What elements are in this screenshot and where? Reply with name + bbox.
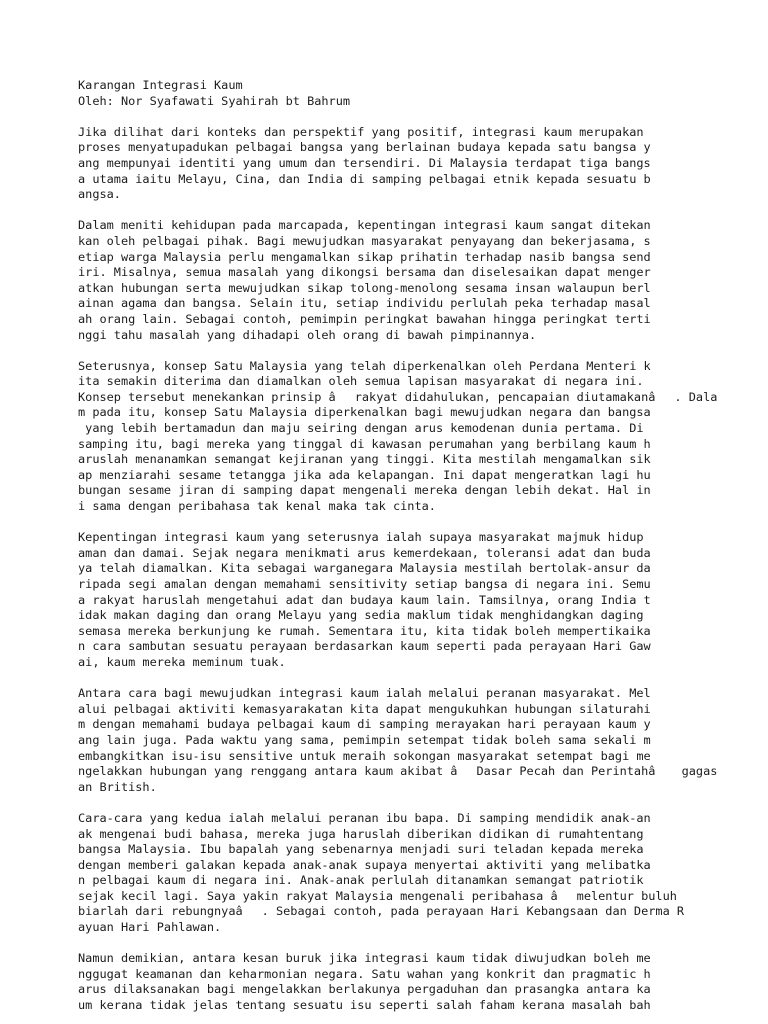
paragraph-line: ngelakkan hubungan yang renggang antara kaum akibat âDasar Pecah dan Perintahâ gagas	[78, 764, 718, 779]
document-author: Oleh: Nor Syafawati Syahirah bt Bahrum	[78, 93, 351, 108]
paragraph-line: ak mengenai budi bahasa, mereka juga haruslah diberikan didikan di rumahtentang	[78, 826, 644, 841]
paragraph-line: angsa.	[78, 187, 121, 202]
paragraph-line: ainan agama dan bangsa. Selain itu, setiap individu perlulah peka terhadap masal	[78, 296, 651, 311]
paragraph-line: ang lain juga. Pada waktu yang sama, pemimpin setempat tidak boleh sama sekali m	[78, 732, 651, 747]
document-header	[78, 78, 768, 109]
paragraph-line: ya telah diamalkan. Kita sebagai warganegara Malaysia mestilah bertolak-ansur da	[78, 561, 651, 576]
paragraph-line: bangsa Malaysia. Ibu bapalah yang sebenarnya menjadi suri teladan kepada mereka	[78, 842, 644, 857]
document-text	[78, 78, 768, 1024]
paragraph-line: atkan hubungan serta mewujudkan sikap tolong-menolong sesama insan walaupun berl	[78, 280, 651, 295]
paragraph	[78, 530, 768, 670]
paragraph	[78, 359, 768, 515]
paragraph-line: n pelbagai kaum di negara ini. Anak-anak perlulah ditanamkan semangat patriotik	[78, 873, 644, 888]
paragraph	[78, 951, 768, 1013]
paragraph-line: arus dilaksanakan bagi mengelakkan berlakunya pergaduhan dan prasangka antara ka	[78, 982, 651, 997]
paragraph-line: n cara sambutan sesuatu perayaan berdasarkan kaum seperti pada perayaan Hari Gaw	[78, 639, 651, 654]
paragraph-line: Cara-cara yang kedua ialah melalui peranan ibu bapa. Di samping mendidik anak-an	[78, 810, 651, 825]
paragraph-line: nggugat keamanan dan keharmonian negara. Satu wahan yang konkrit dan pragmatic h	[78, 966, 651, 981]
paragraph-line: ripada segi amalan dengan memahami sensitivity setiap bangsa di negara ini. Semu	[78, 577, 651, 591]
paragraph-line: Kepentingan integrasi kaum yang seterusnya ialah supaya masyarakat majmuk hidup	[78, 530, 644, 545]
paragraph-line: Dalam meniti kehidupan pada marcapada, kepentingan integrasi kaum sangat ditekan	[78, 218, 651, 233]
paragraph-line: Jika dilihat dari konteks dan perspektif yang positif, integrasi kaum merupakan	[78, 124, 644, 139]
paragraph-line: um kerana tidak jelas tentang sesuatu isu seperti salah faham kerana masalah bah	[78, 998, 651, 1013]
paragraph-line: yang lebih bertamadun dan maju seiring dengan arus kemodenan dunia pertama. Di	[78, 421, 644, 436]
paragraph-line: iri. Misalnya, semua masalah yang dikongsi bersama dan diselesaikan dapat menger	[78, 265, 651, 280]
paragraph	[78, 125, 768, 203]
paragraph-line: etiap warga Malaysia perlu mengamalkan sikap prihatin terhadap nasib bangsa send	[78, 249, 651, 264]
paragraph	[78, 686, 768, 795]
paragraph-line: sejak kecil lagi. Saya yakin rakyat Malaysia mengenali peribahasa âmelentur buluh	[78, 888, 677, 903]
paragraph-line: ita semakin diterima dan diamalkan oleh semua lapisan masyarakat di negara ini.	[78, 374, 644, 389]
paragraph-line: m pada itu, konsep Satu Malaysia diperkenalkan bagi mewujudkan negara dan bangsa	[78, 405, 651, 420]
paragraph-line: proses menyatupadukan pelbagai bangsa yang berlainan budaya kepada satu bangsa y	[78, 140, 651, 155]
paragraph-line: alui pelbagai aktiviti kemasyarakatan kita dapat mengukuhkan hubungan silaturahi	[78, 701, 651, 716]
paragraph-line: ap menziarahi sesame tetangga jika ada kelapangan. Ini dapat mengeratkan lagi hu	[78, 467, 651, 482]
paragraph-line: a rakyat haruslah mengetahui adat dan budaya kaum lain. Tamsilnya, orang India t	[78, 592, 651, 607]
paragraph-line: kan oleh pelbagai pihak. Bagi mewujudkan masyarakat penyayang dan bekerjasama, s	[78, 233, 651, 248]
paragraph-line: ang mempunyai identiti yang umum dan tersendiri. Di Malaysia terdapat tiga bangs	[78, 155, 651, 170]
document-body	[78, 125, 768, 1014]
paragraph-line: Antara cara bagi mewujudkan integrasi kaum ialah melalui peranan masyarakat. Mel	[78, 686, 651, 701]
document-title: Karangan Integrasi Kaum	[78, 78, 243, 92]
paragraph-line: semasa mereka berkunjung ke rumah. Sementara itu, kita tidak boleh mempertikaika	[78, 623, 651, 638]
paragraph-line: ai, kaum mereka meminum tuak.	[78, 654, 286, 669]
paragraph-line: Konsep tersebut menekankan prinsip ârakyat didahulukan, pencapaian diutamakanâ. Dala	[78, 389, 718, 404]
paragraph-line: Seterusnya, konsep Satu Malaysia yang telah diperkenalkan oleh Perdana Menteri k	[78, 358, 651, 373]
paragraph-line: biarlah dari rebungnyaâ. Sebagai contoh, pada perayaan Hari Kebangsaan dan Derma R	[78, 904, 685, 919]
paragraph-line: i sama dengan peribahasa tak kenal maka tak cinta.	[78, 499, 436, 514]
paragraph-line: bungan sesame jiran di samping dapat mengenali mereka dengan lebih dekat. Hal in	[78, 483, 651, 498]
paragraph	[78, 811, 768, 936]
paragraph-line: aruslah menanamkan semangat kejiranan yang tinggi. Kita mestilah mengamalkan sik	[78, 452, 651, 467]
paragraph-line: ah orang lain. Sebagai contoh, pemimpin peringkat bawahan hingga peringkat terti	[78, 311, 651, 326]
paragraph-line: dengan memberi galakan kepada anak-anak supaya menyertai aktiviti yang melibatka	[78, 857, 651, 872]
paragraph-line: samping itu, bagi mereka yang tinggal di kawasan perumahan yang berbilang kaum h	[78, 436, 651, 451]
paragraph-line: an British.	[78, 779, 157, 794]
paragraph-line: idak makan daging dan orang Melayu yang sedia maklum tidak menghidangkan daging	[78, 608, 644, 623]
paragraph-line: a utama iaitu Melayu, Cina, dan India di samping pelbagai etnik kepada sesuatu b	[78, 171, 651, 186]
paragraph-line: embangkitkan isu-isu sensitive untuk meraih sokongan masyarakat setempat bagi me	[78, 748, 651, 763]
paragraph-line: m dengan memahami budaya pelbagai kaum di samping merayakan hari perayaan kaum y	[78, 717, 651, 732]
paragraph	[78, 218, 768, 343]
paragraph-line: ayuan Hari Pahlawan.	[78, 920, 222, 935]
paragraph-line: aman dan damai. Sejak negara menikmati arus kemerdekaan, toleransi adat dan buda	[78, 545, 651, 560]
paragraph-line: Namun demikian, antara kesan buruk jika integrasi kaum tidak diwujudkan boleh me	[78, 951, 651, 966]
paragraph-line: nggi tahu masalah yang dihadapi oleh orang di bawah pimpinannya.	[78, 327, 537, 342]
